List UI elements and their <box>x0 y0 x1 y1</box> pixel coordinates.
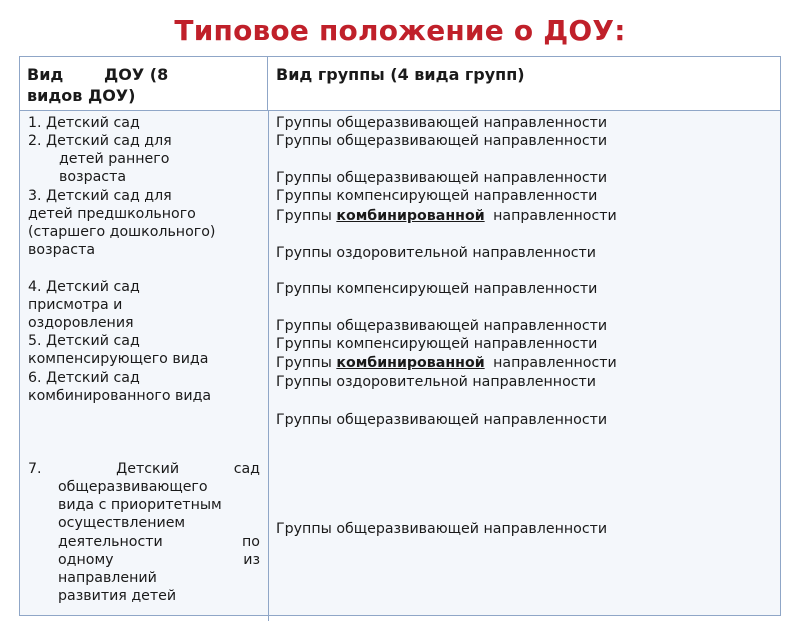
group-word: Группы <box>276 208 332 224</box>
group-type-row: Группы общеразвивающей направленности <box>276 412 608 428</box>
dou-type-4: 4. Детский сад <box>28 279 140 295</box>
dou-type-7-word: деятельности <box>58 534 163 550</box>
dou-type-5: 5. Детский сад <box>28 333 140 349</box>
dou-type-7-cont: направлений <box>58 570 157 586</box>
kombin-emphasis: комбинированной <box>336 208 485 224</box>
dou-type-7 <box>28 461 260 477</box>
header-group-type-label: Вид группы (4 вида групп) <box>276 65 525 84</box>
column-divider <box>268 111 269 621</box>
header-dou-type <box>20 57 268 111</box>
dou-type-7-cont: развития детей <box>58 588 177 604</box>
dou-type-3-cont: детей предшкольного <box>28 206 196 222</box>
group-type-row: Группы общеразвивающей направленности <box>276 133 608 149</box>
group-type-row: Группы компенсирующей направленности <box>276 281 598 297</box>
group-type-row: Группы оздоровительной направленности <box>276 245 597 261</box>
page-title: Типовое положение о ДОУ: <box>174 14 626 47</box>
dou-type-7-cont <box>58 534 260 550</box>
group-type-row <box>276 355 617 371</box>
dou-type-5-cont: компенсирующего вида <box>28 351 209 367</box>
header-group-type <box>268 57 780 111</box>
group-type-row: Группы компенсирующей направленности <box>276 336 598 352</box>
kombin-emphasis: комбинированной <box>336 355 485 371</box>
dou-type-7-number: 7. <box>28 461 42 477</box>
dou-type-7-word: одному <box>58 552 114 568</box>
group-type-row: Группы общеразвивающей направленности <box>276 115 608 131</box>
dou-type-7-cont: вида с приоритетным <box>58 497 222 513</box>
dou-type-6-cont: комбинированного вида <box>28 388 212 404</box>
group-type-row <box>276 208 617 224</box>
header-dou-type-label-2: ДОУ (8 <box>104 65 169 84</box>
dou-type-7-word: Детский <box>116 461 180 477</box>
group-tail: направленности <box>493 355 617 371</box>
group-type-row: Группы общеразвивающей направленности <box>276 318 608 334</box>
dou-type-3-cont: возраста <box>28 242 96 258</box>
dou-type-1: 1. Детский сад <box>28 115 140 131</box>
group-type-row: Группы оздоровительной направленности <box>276 374 597 390</box>
group-word: Группы <box>276 355 332 371</box>
header-dou-type-label-1: Вид <box>27 65 64 84</box>
dou-type-2-cont: детей раннего <box>59 151 170 167</box>
group-type-row: Группы компенсирующей направленности <box>276 188 598 204</box>
dou-type-4-cont: присмотра и <box>28 297 123 313</box>
group-tail: направленности <box>493 208 617 224</box>
dou-type-3-cont: (старшего дошкольного) <box>28 224 216 240</box>
dou-type-7-cont: осуществлением <box>58 515 186 531</box>
dou-type-7-cont <box>58 552 260 568</box>
dou-type-7-word: сад <box>233 461 260 477</box>
dou-type-2-cont: возраста <box>59 169 127 185</box>
dou-type-7-word: по <box>242 534 260 550</box>
dou-type-4-cont: оздоровления <box>28 315 134 331</box>
group-type-row: Группы общеразвивающей направленности <box>276 521 608 537</box>
header-dou-type-label-3: видов ДОУ) <box>27 86 136 105</box>
dou-type-3: 3. Детский сад для <box>28 188 172 204</box>
dou-type-7-word: из <box>243 552 260 568</box>
dou-type-7-cont: общеразвивающего <box>58 479 208 495</box>
dou-types-table <box>19 56 781 616</box>
group-type-row: Группы общеразвивающей направленности <box>276 170 608 186</box>
dou-type-6: 6. Детский сад <box>28 370 140 386</box>
dou-type-2: 2. Детский сад для <box>28 133 172 149</box>
